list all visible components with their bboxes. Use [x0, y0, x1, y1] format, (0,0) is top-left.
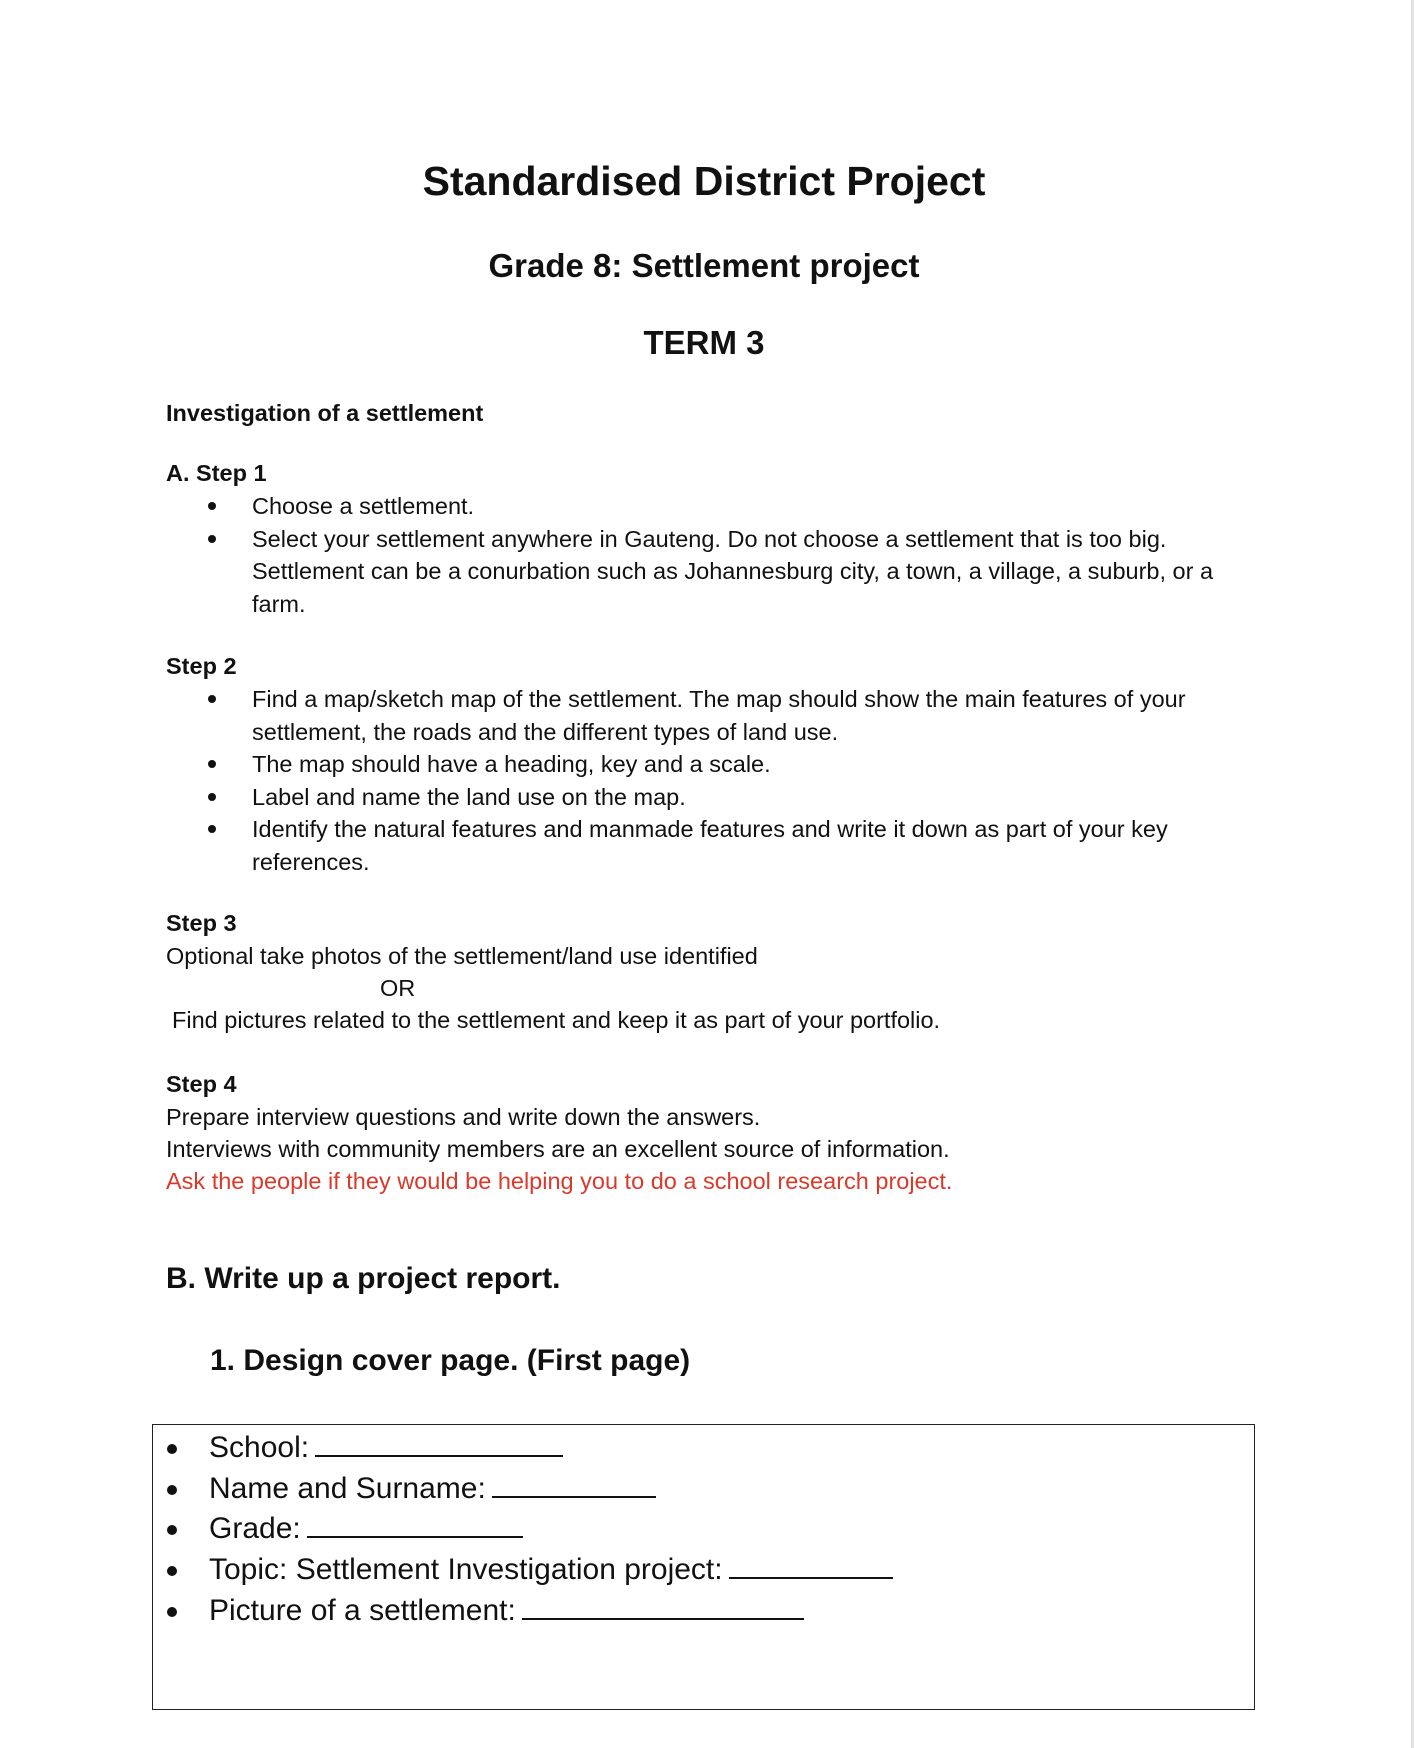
step3-line1: Optional take photos of the settlement/land use identified — [166, 943, 758, 969]
cover-field-school — [152, 1428, 893, 1469]
document-title: Standardised District Project — [422, 158, 986, 204]
step1-heading: A. Step 1 — [166, 460, 267, 486]
blank-line[interactable] — [315, 1431, 563, 1457]
section-b-heading: B. Write up a project report. — [166, 1262, 561, 1295]
step4-warning: Ask the people if they would be helping you to do a school research project. — [166, 1168, 953, 1194]
field-label: School: — [209, 1431, 310, 1464]
field-label: Grade: — [209, 1512, 301, 1546]
cover-field-name — [152, 1469, 893, 1510]
step2-list — [166, 683, 1246, 878]
step4-line1: Prepare interview questions and write down the answers. — [166, 1104, 761, 1130]
document-subtitle: Grade 8: Settlement project — [488, 247, 920, 284]
list-item: Find a map/sketch map of the settlement. The map should show the main features of your settlement, the roads and the different types of land use. — [166, 683, 1246, 748]
step2-heading: Step 2 — [166, 653, 237, 679]
field-label: Picture of a settlement: — [209, 1593, 516, 1627]
step4-line2: Interviews with community members are an excellent source of information. — [166, 1136, 950, 1162]
blank-line[interactable] — [307, 1512, 523, 1538]
cover-field-picture — [152, 1591, 893, 1632]
step4-heading: Step 4 — [166, 1071, 237, 1097]
cover-page-item: 1. Design cover page. (First page) — [210, 1344, 691, 1377]
cover-field-grade — [152, 1509, 893, 1550]
list-item: Identify the natural features and manmade features and write it down as part of your key references. — [166, 813, 1246, 878]
blank-line[interactable] — [492, 1472, 656, 1498]
list-item: Choose a settlement. — [166, 490, 1246, 523]
intro-heading: Investigation of a settlement — [166, 400, 484, 426]
term-label: TERM 3 — [643, 324, 765, 361]
list-item: Label and name the land use on the map. — [166, 781, 1246, 814]
field-label: Topic: Settlement Investigation project: — [209, 1553, 723, 1587]
cover-fields-list — [152, 1428, 893, 1632]
step3-line2: Find pictures related to the settlement and keep it as part of your portfolio. — [172, 1007, 941, 1033]
step3-heading: Step 3 — [166, 910, 237, 936]
blank-line[interactable] — [729, 1553, 893, 1579]
cover-field-topic — [152, 1550, 893, 1591]
step3-or: OR — [380, 975, 416, 1001]
blank-line[interactable] — [522, 1594, 804, 1620]
list-item: The map should have a heading, key and a scale. — [166, 748, 1246, 781]
list-item: Select your settlement anywhere in Gauteng. Do not choose a settlement that is too big. Settlement can be a conurbation such as Johannesburg city, a town, a village, a suburb, or a farm. — [166, 523, 1246, 621]
step1-list — [166, 490, 1246, 620]
field-label: Name and Surname: — [209, 1471, 486, 1505]
